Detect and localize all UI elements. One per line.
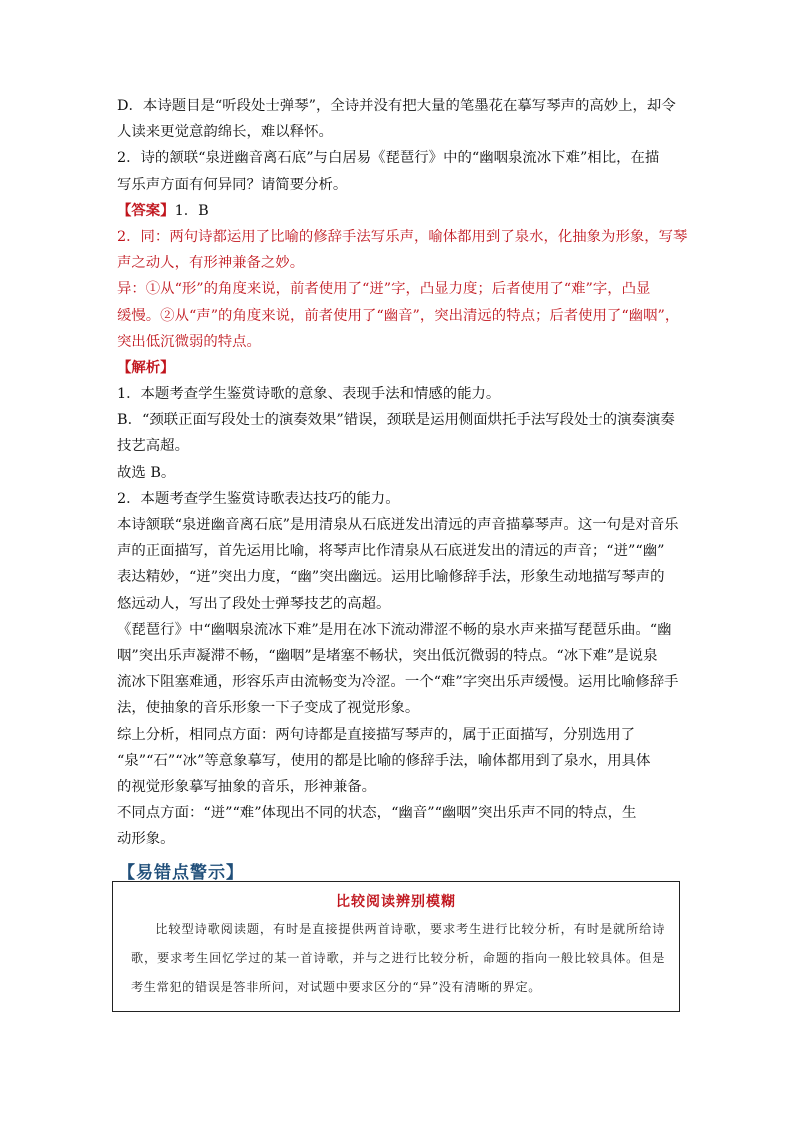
analysis-line-17: 不同点方面：“迸”“难”体现出不同的状态，“幽音”“幽咽”突出乐声不同的特点，生: [117, 805, 637, 822]
question-line-4: 写乐声方面有何异同？请简要分析。: [117, 176, 348, 193]
question-line-1: D．本诗题目是“听段处士弹琴”，全诗并没有把大量的笔墨花在摹写琴声的高妙上，却令: [117, 98, 676, 114]
answer-header-line: [117, 198, 687, 224]
tip-box-body-text: 比较型诗歌阅读题，有时是直接提供两首诗歌，要求考生进行比较分析，有时是就所给诗歌，要求考生回忆学过的某一首诗歌，并与之进行比较分析，命题的指向一般比较具体。但是考生常犯的错误是答非所问，对试题中要求区分的“异”没有清晰的界定。: [131, 922, 665, 994]
answer-value: 1．B: [174, 202, 209, 219]
tip-box-title: 比较阅读辨别模糊: [336, 894, 456, 910]
analysis-line-11: 咽”突出乐声凝滞不畅，“幽咽”是堵塞不畅状，突出低沉微弱的特点。“冰下难”是说泉: [117, 647, 658, 664]
analysis-line-2: B．“颈联正面写段处士的演奏效果”错误，颈联是运用侧面烘托手法写段处士的演奏演奏: [117, 412, 675, 429]
analysis-line-4: 故选 B。: [117, 464, 176, 481]
analysis-lines: [117, 381, 687, 852]
analysis-line-6: 本诗颔联“泉迸幽音离石底”是用清泉从石底迸发出清远的声音描摹琴声。这一句是对音乐: [117, 517, 679, 533]
question-lines: [117, 93, 687, 198]
answer-line-5: 突出低沉微弱的特点。: [117, 333, 261, 350]
answer-line-4: 缓慢。②从“声”的角度来说，前者使用了“幽音”，突出清远的特点；后者使用了“幽咽”，: [117, 307, 680, 324]
answer-line-1: 2．同：两句诗都运用了比喻的修辞手法写乐声，喻体都用到了泉水，化抽象为形象，写琴: [117, 228, 688, 245]
analysis-line-14: 综上分析，相同点方面：两句诗都是直接描写琴声的，属于正面描写，分别选用了: [117, 726, 636, 743]
analysis-line-12: 流冰下阻塞难通，形容乐声由流畅变为冷涩。一个“难”字突出乐声缓慢。运用比喻修辞手: [117, 674, 679, 691]
analysis-line-3: 技艺高超。: [117, 438, 189, 455]
analysis-line-18: 动形象。: [117, 831, 175, 848]
analysis-line-9: 悠远动人，写出了段处士弹琴技艺的高超。: [117, 595, 391, 612]
analysis-line-8: 表达精妙，“迸”突出力度，“幽”突出幽远。运用比喻修辞手法，形象生动地描写琴声的: [117, 569, 665, 586]
analysis-line-1: 1．本题考查学生鉴赏诗歌的意象、表现手法和情感的能力。: [117, 386, 501, 403]
analysis-line-5: 2．本题考查学生鉴赏诗歌表达技巧的能力。: [117, 490, 400, 507]
analysis-line-16: 的视觉形象摹写抽象的音乐，形神兼备。: [117, 778, 377, 795]
tip-box-body: [113, 911, 679, 1002]
question-line-2: 人读来更觉意韵绵长，难以释怀。: [117, 124, 333, 141]
answer-tag: 【答案】: [117, 201, 175, 219]
analysis-line-15: “泉”“石”“冰”等意象摹写，使用的都是比喻的修辞手法，喻体都用到了泉水，用具体: [117, 752, 651, 769]
answer-line-3: 异：①从“形”的角度来说，前者使用了“迸”字，凸显力度；后者使用了“难”字，凸显: [117, 281, 651, 298]
answer-line-2: 声之动人，有形神兼备之妙。: [117, 255, 305, 272]
question-content: [117, 93, 687, 852]
analysis-line-10: 《琵琶行》中“幽咽泉流冰下难”是用在冰下流动滞涩不畅的泉水声来描写琵琶乐曲。“幽: [117, 621, 672, 638]
analysis-line-13: 法，使抽象的音乐形象一下子变成了视觉形象。: [117, 700, 420, 717]
analysis-header-line: [117, 355, 687, 381]
analysis-tag: 【解析】: [117, 358, 175, 376]
analysis-line-7: 声的正面描写，首先运用比喻，将琴声比作清泉从石底迸发出的清远的声音；“迸”“幽”: [117, 543, 665, 560]
section-heading-error-warning: 【易错点警示】: [118, 863, 244, 883]
answer-lines: [117, 224, 687, 355]
question-line-3: 2．诗的颔联“泉迸幽音离石底”与白居易《琵琶行》中的“幽咽泉流冰下难”相比，在描: [117, 150, 660, 167]
tip-box: [112, 881, 680, 1012]
